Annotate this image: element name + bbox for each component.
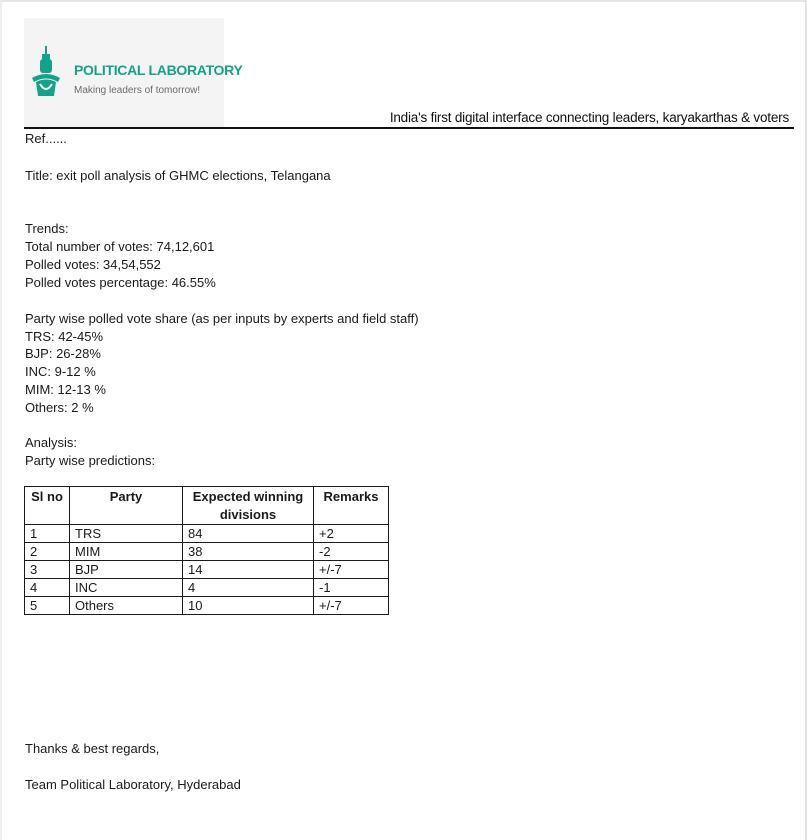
page-left-border [0, 0, 2, 840]
vote-share-item: BJP: 26-28% [25, 346, 101, 361]
header-divider [24, 127, 794, 129]
vote-share-heading: Party wise polled vote share (as per inputs by experts and field staff) [25, 311, 419, 326]
document-title: Title: exit poll analysis of GHMC elections, Telangana [25, 168, 331, 183]
table-cell: TRS [70, 525, 183, 543]
table-cell: +/-7 [314, 561, 389, 579]
table-cell: MIM [70, 543, 183, 561]
vote-share-item: MIM: 12-13 % [25, 382, 106, 397]
table-row [25, 543, 389, 561]
table-cell: Others [70, 597, 183, 615]
header-tagline: India's first digital interface connecting leaders, karyakarthas & voters [389, 110, 789, 125]
table-cell: 2 [25, 543, 70, 561]
table-row [25, 597, 389, 615]
table-cell: -2 [314, 543, 389, 561]
polled-votes: Polled votes: 34,54,552 [25, 257, 161, 272]
logo-emblem-icon [28, 44, 64, 98]
column-header: Sl no [25, 487, 70, 525]
signature-line: Team Political Laboratory, Hyderabad [25, 777, 241, 792]
table-cell: 1 [25, 525, 70, 543]
total-votes: Total number of votes: 74,12,601 [25, 239, 215, 254]
vote-share-item: Others: 2 % [25, 400, 94, 415]
ref-line: Ref...... [25, 131, 67, 146]
table-row [25, 525, 389, 543]
vote-share-item: INC: 9-12 % [25, 364, 96, 379]
table-cell: 14 [183, 561, 314, 579]
table-cell: 10 [183, 597, 314, 615]
analysis-heading: Analysis: [25, 435, 78, 450]
table-cell: 4 [183, 579, 314, 597]
table-cell: 38 [183, 543, 314, 561]
table-cell: INC [70, 579, 183, 597]
table-cell: BJP [70, 561, 183, 579]
table-header-row [25, 487, 389, 525]
column-header: Party [70, 487, 183, 525]
closing-line: Thanks & best regards, [25, 741, 160, 756]
polled-percentage: Polled votes percentage: 46.55% [25, 275, 216, 290]
table-row [25, 561, 389, 579]
page-top-border [0, 0, 807, 2]
logo-tagline: Making leaders of tomorrow! [74, 85, 201, 96]
predictions-heading: Party wise predictions: [25, 453, 156, 468]
table-cell: 4 [25, 579, 70, 597]
table-cell: +/-7 [314, 597, 389, 615]
column-header: Expected winning divisions [183, 487, 314, 525]
predictions-table [24, 486, 389, 615]
logo-title: POLITICAL LABORATORY [74, 62, 243, 78]
table-cell: +2 [314, 525, 389, 543]
vote-share-item: TRS: 42-45% [25, 329, 104, 344]
logo-panel [24, 18, 243, 128]
table-cell: 84 [183, 525, 314, 543]
trends-heading: Trends: [25, 221, 69, 236]
table-row [25, 579, 389, 597]
column-header: Remarks [314, 487, 389, 525]
table-cell: 3 [25, 561, 70, 579]
table-cell: 5 [25, 597, 70, 615]
table-cell: -1 [314, 579, 389, 597]
